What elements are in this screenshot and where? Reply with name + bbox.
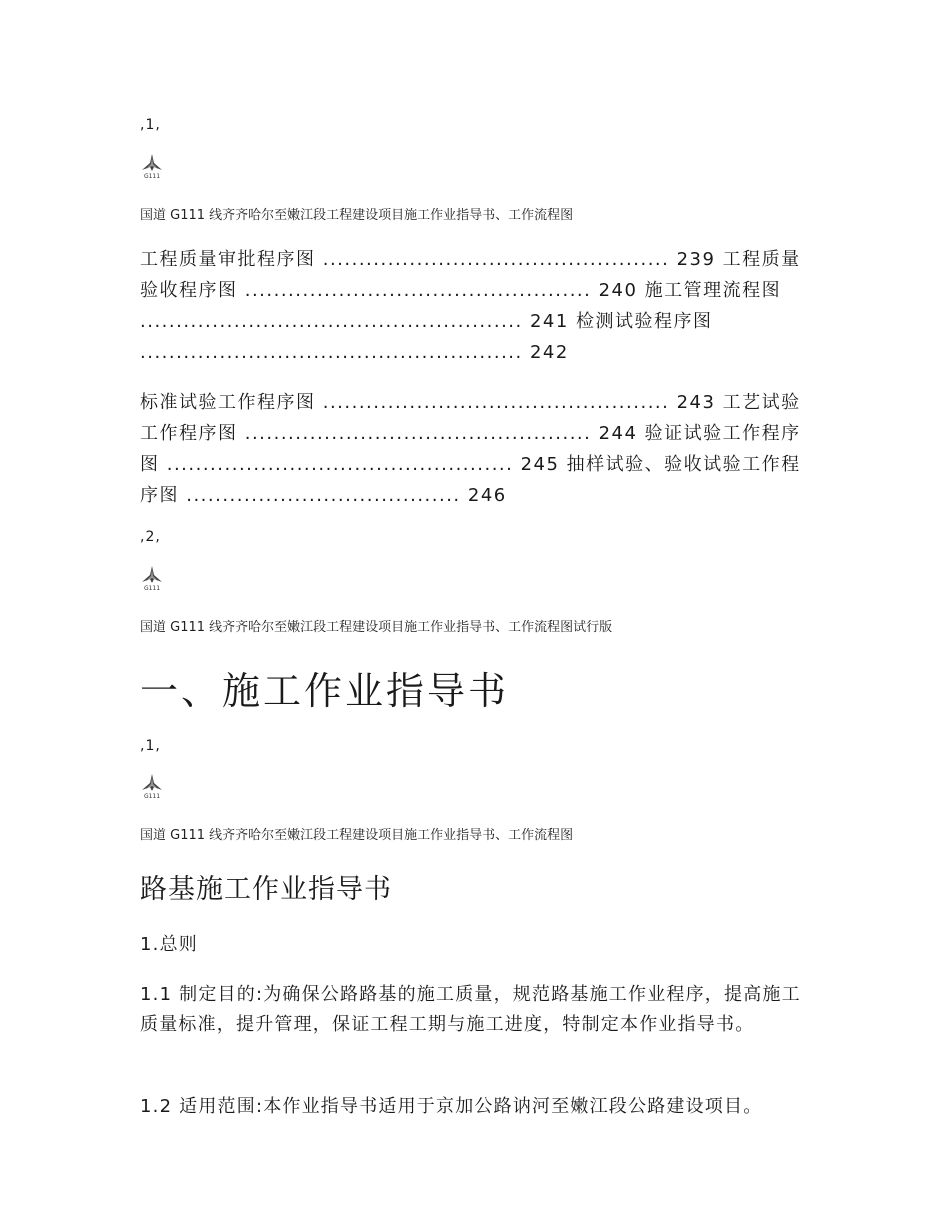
g111-logo <box>140 565 815 595</box>
svg-text:G111: G111 <box>143 585 161 591</box>
running-header: 国道 G111 线齐齐哈尔至嫩江段工程建设项目施工作业指导书、工作流程图 <box>140 208 574 223</box>
page-number: ,1, <box>140 738 161 754</box>
running-header: 国道 G111 线齐齐哈尔至嫩江段工程建设项目施工作业指导书、工作流程图试行版 <box>140 620 613 635</box>
g111-logo-icon <box>140 565 164 591</box>
page-number: ,2, <box>140 529 161 545</box>
subsection-heading: 1.总则 <box>140 934 198 955</box>
chapter-title: 一、施工作业指导书 <box>140 669 510 713</box>
toc-paragraph: 标准试验工作程序图 ................................................ 243 工艺试验工作程序图 ................................................ 244 验证试验工作程序图 ................................................ 245 抽样试验、验收试验工作程序图 ...................................... 246 <box>140 392 801 506</box>
g111-logo <box>140 153 815 183</box>
g111-logo-icon <box>140 153 164 179</box>
toc-paragraph: 工程质量审批程序图 ................................................ 239 工程质量验收程序图 ................................................ 240 施工管理流程图 ..................................................... 241 检测试验程序图 ..................................................... 242 <box>140 249 801 363</box>
svg-text:G111: G111 <box>143 173 161 179</box>
page-number: ,1, <box>140 117 161 133</box>
section-title: 路基施工作业指导书 <box>140 874 392 905</box>
g111-logo-icon <box>140 773 164 799</box>
body-paragraph: 1.2 适用范围:本作业指导书适用于京加公路讷河至嫩江段公路建设项目。 <box>140 1096 763 1117</box>
g111-logo <box>140 773 815 803</box>
svg-text:G111: G111 <box>143 793 161 799</box>
body-paragraph: 1.1 制定目的:为确保公路路基的施工质量，规范路基施工作业程序，提高施工质量标准，提升管理，保证工程工期与施工进度，特制定本作业指导书。 <box>140 984 801 1035</box>
running-header: 国道 G111 线齐齐哈尔至嫩江段工程建设项目施工作业指导书、工作流程图 <box>140 828 574 843</box>
